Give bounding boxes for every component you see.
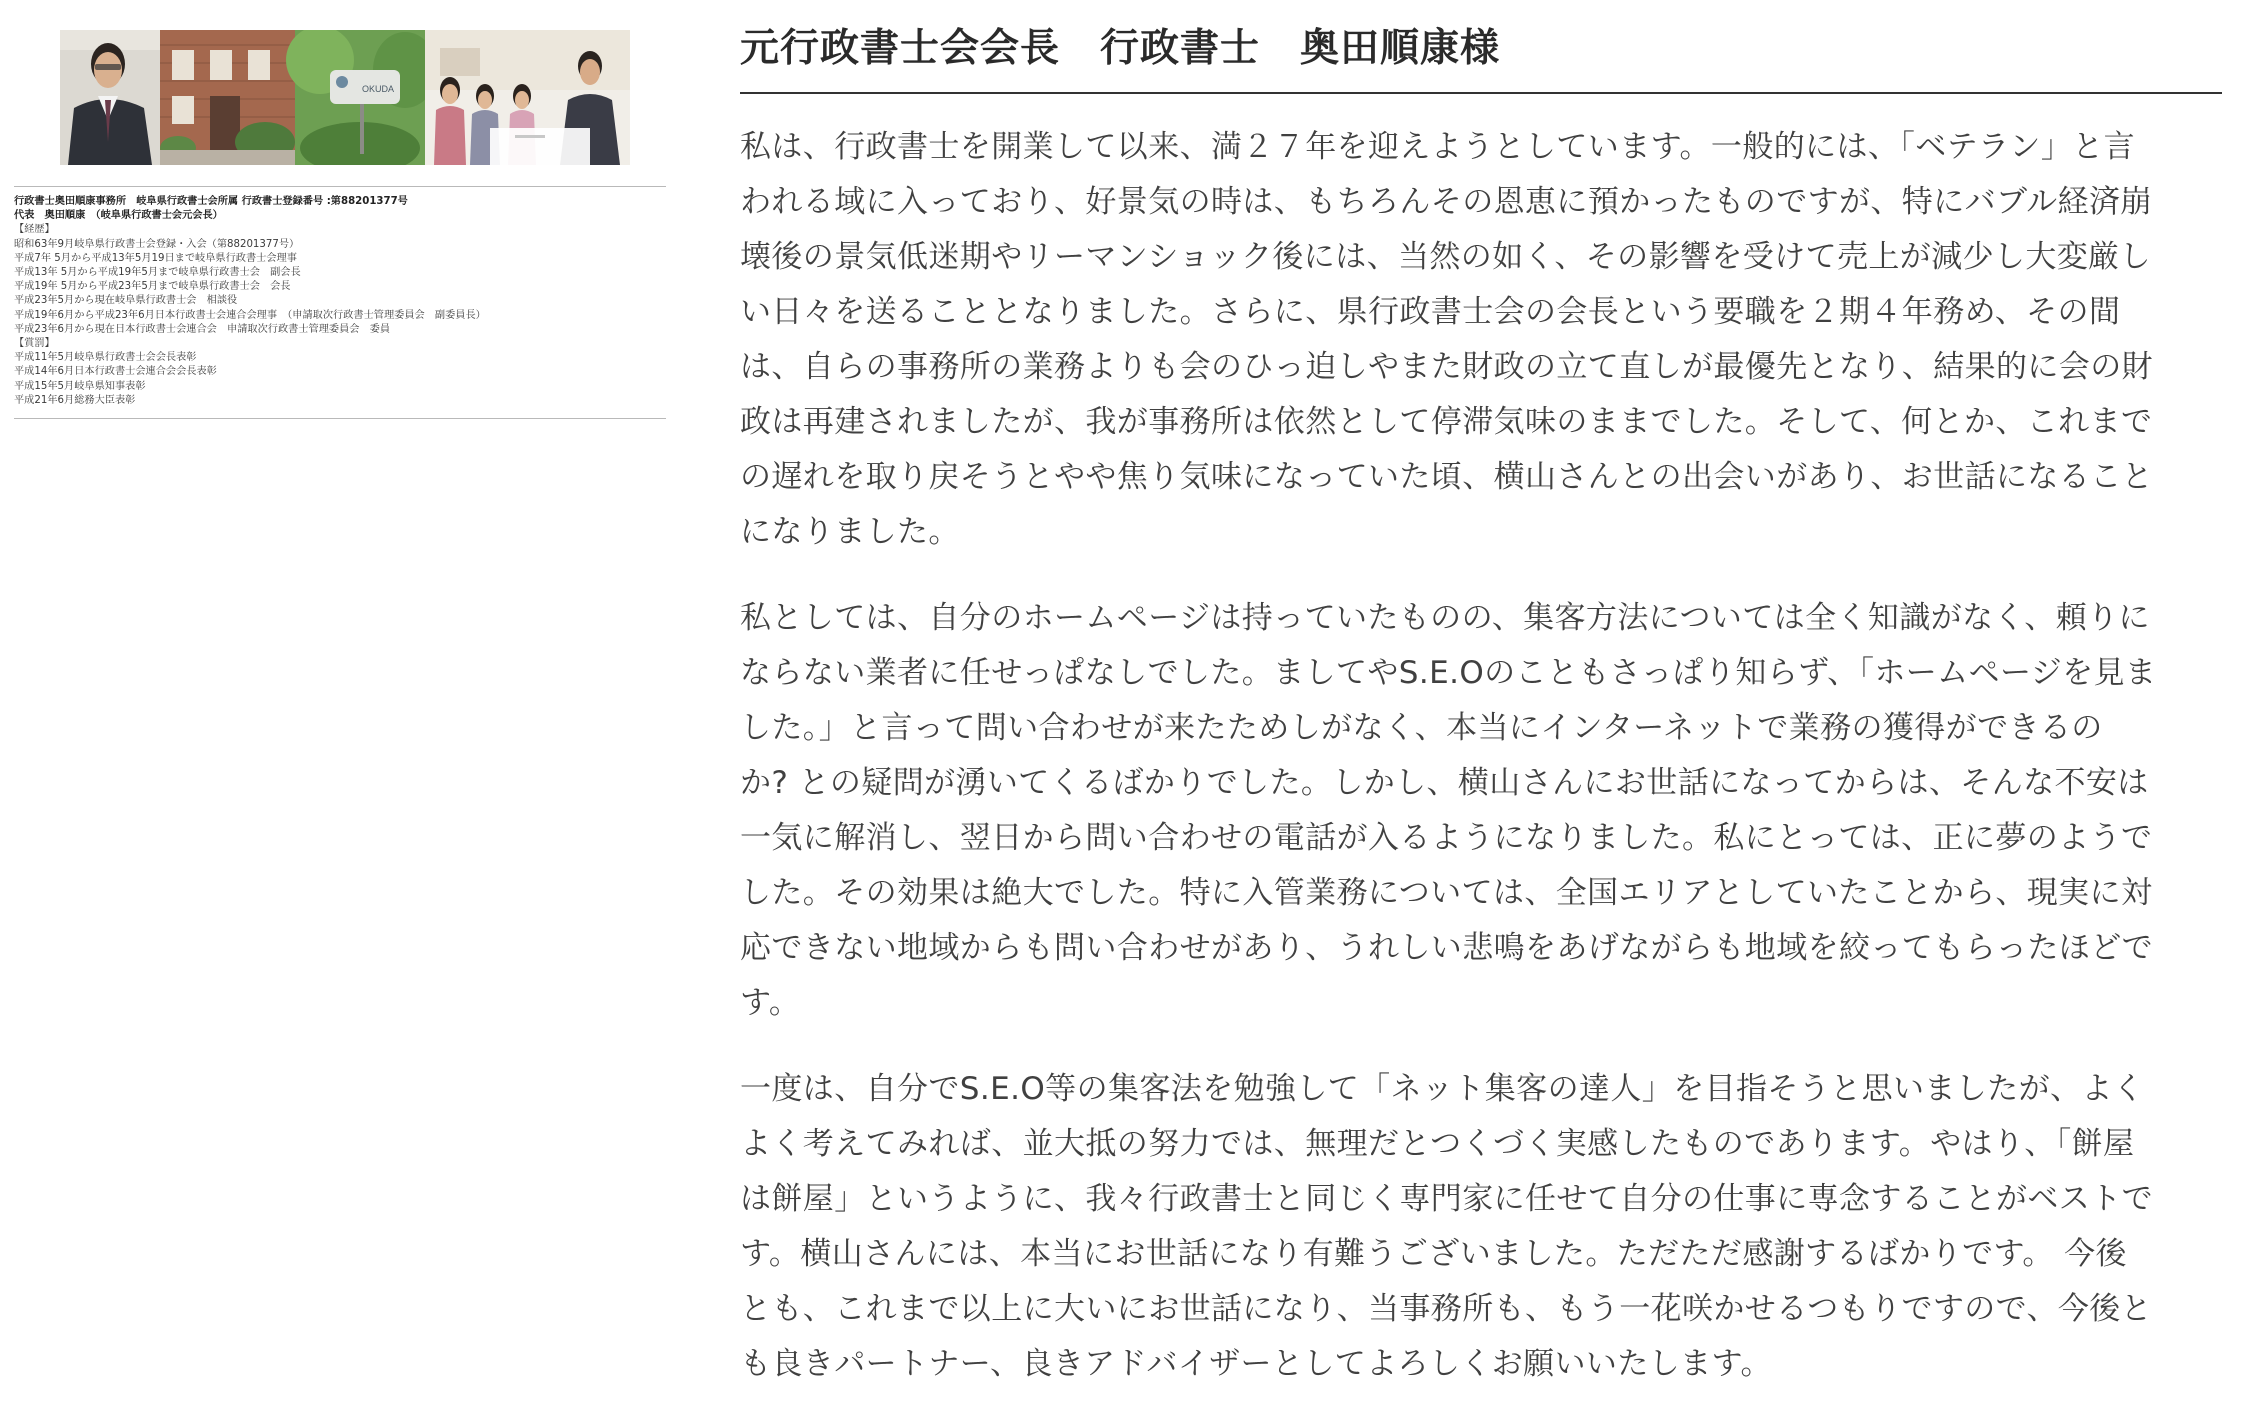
paragraph-line: になりました。 [740, 514, 960, 550]
paragraph-line: か? との疑問が湧いてくるばかりでした。しかし、横山さんにお世話になってからは、そんな不安は [740, 765, 2149, 801]
profile-line: 平成11年5月岐阜県行政書士会会長表彰 [14, 352, 197, 364]
profile-line: 平成21年6月総務大臣表彰 [14, 394, 136, 406]
paragraph-line: す。横山さんには、本当にお世話になり有難うございました。ただただ感謝するばかりです。 今後 [740, 1236, 2127, 1272]
profile-line: 平成19年 5月から平成23年5月まで岐阜県行政書士会 会長 [14, 281, 291, 293]
paragraph-line: われる域に入っており、好景気の時は、もちろんその恩恵に預かったものですが、特にバブル経済崩 [740, 184, 2152, 220]
office-building-photo [160, 30, 295, 165]
testimonial-paragraph-3 [740, 1062, 2222, 1392]
testimonial-paragraph-1 [740, 120, 2222, 560]
profile-line: 平成23年6月から現在日本行政書士会連合会 申請取次行政書士管理委員会 委員 [14, 323, 391, 335]
profile-line: 代表 奥田順康 （岐阜県行政書士会元会長） [14, 210, 223, 222]
paragraph-line: ならない業者に任せっぱなしでした。ましてやS.E.Oのこともさっぱり知らず、「ホームページを見ま [740, 655, 2157, 691]
paragraph-line: は、自らの事務所の業務よりも会のひっ迫しやまた財政の立て直しが最優先となり、結果的に会の財 [740, 349, 2153, 385]
office-photo-banner [60, 30, 630, 165]
office-photo-collage [60, 30, 630, 165]
paragraph-line: 私としては、自分のホームページは持っていたものの、集客方法については全く知識がなく、頼りに [740, 600, 2150, 636]
paragraph-line: 政は再建されましたが、我が事務所は依然として停滞気味のままでした。そして、何とか、これまで [740, 404, 2153, 440]
paragraph-line: とも、これまで以上に大いにお世話になり、当事務所も、もう一花咲かせるつもりですので、今後と [740, 1291, 2153, 1327]
paragraph-line: も良きパートナー、良きアドバイザーとしてよろしくお願いいたします。 [740, 1346, 1772, 1382]
paragraph-line: い日々を送ることとなりました。さらに、県行政書士会の会長という要職を２期４年務め、その間 [740, 294, 2121, 330]
testimonial-paragraph-2 [740, 591, 2222, 1031]
testimonial-title: 元行政書士会会長 行政書士 奥田順康様 [740, 24, 2222, 94]
profile-line: 昭和63年9月岐阜県行政書士会登録・入会（第88201377号） [14, 238, 300, 250]
profile-line: 平成15年5月岐阜県知事表彰 [14, 380, 146, 392]
paragraph-line: した。」と言って問い合わせが来たためしがなく、本当にインターネットで業務の獲得ができるの [740, 710, 2103, 746]
profile-info-block [14, 186, 666, 419]
paragraph-line: 応できない地域からも問い合わせがあり、うれしい悲鳴をあげながらも地域を絞ってもらったほどで [740, 930, 2153, 966]
profile-line: 平成13年 5月から平成19年5月まで岐阜県行政書士会 副会長 [14, 267, 301, 279]
paragraph-line: 一度は、自分でS.E.O等の集客法を勉強して「ネット集客の達人」を目指そうと思いましたが、よく [740, 1071, 2145, 1107]
portrait-photo [60, 30, 160, 165]
paragraph-line: す。 [740, 985, 801, 1021]
paragraph-line: 壊後の景気低迷期やリーマンショック後には、当然の如く、その影響を受けて売上が減少し大変厳し [740, 239, 2151, 275]
paragraph-line: は餅屋」というように、我々行政書士と同じく専門家に任せて自分の仕事に専念することがベストで [740, 1181, 2153, 1217]
office-sign-photo [286, 30, 437, 165]
profile-line: 平成19年6月から平成23年6月日本行政書士会連合会理事 （申請取次行政書士管理委員会 副委員長） [14, 309, 486, 321]
profile-lines [14, 195, 666, 408]
paragraph-line: 私は、行政書士を開業して以来、満２７年を迎えようとしています。一般的には、「ベテラン」と言 [740, 129, 2136, 165]
paragraph-line: した。その効果は絶大でした。特に入管業務については、全国エリアとしていたことから、現実に対 [740, 875, 2153, 911]
profile-line: 平成23年5月から現在岐阜県行政書士会 相談役 [14, 295, 238, 307]
paragraph-line: 一気に解消し、翌日から問い合わせの電話が入るようになりました。私にとっては、正に夢のようで [740, 820, 2153, 856]
profile-line: 【賞罰】 [14, 338, 55, 350]
profile-line: 【経歴】 [14, 224, 55, 236]
profile-line: 平成7年 5月から平成13年5月19日まで岐阜県行政書士会理事 [14, 252, 297, 264]
profile-panel [0, 0, 680, 470]
paragraph-line: の遅れを取り戻そうとやや焦り気味になっていた頃、横山さんとの出会いがあり、お世話になること [740, 459, 2153, 495]
staff-meeting-photo [425, 30, 630, 165]
profile-line: 行政書士奥田順康事務所 岐阜県行政書士会所属 行政書士登録番号 :第88201377号 [14, 196, 408, 207]
profile-line: 平成14年6月日本行政書士会連合会会長表彰 [14, 366, 217, 378]
office-sign-text: OKUDA [361, 84, 395, 94]
testimonial-article [740, 0, 2222, 1392]
paragraph-line: よく考えてみれば、並大抵の努力では、無理だとつくづく実感したものであります。やはり、「餅屋 [740, 1126, 2135, 1162]
